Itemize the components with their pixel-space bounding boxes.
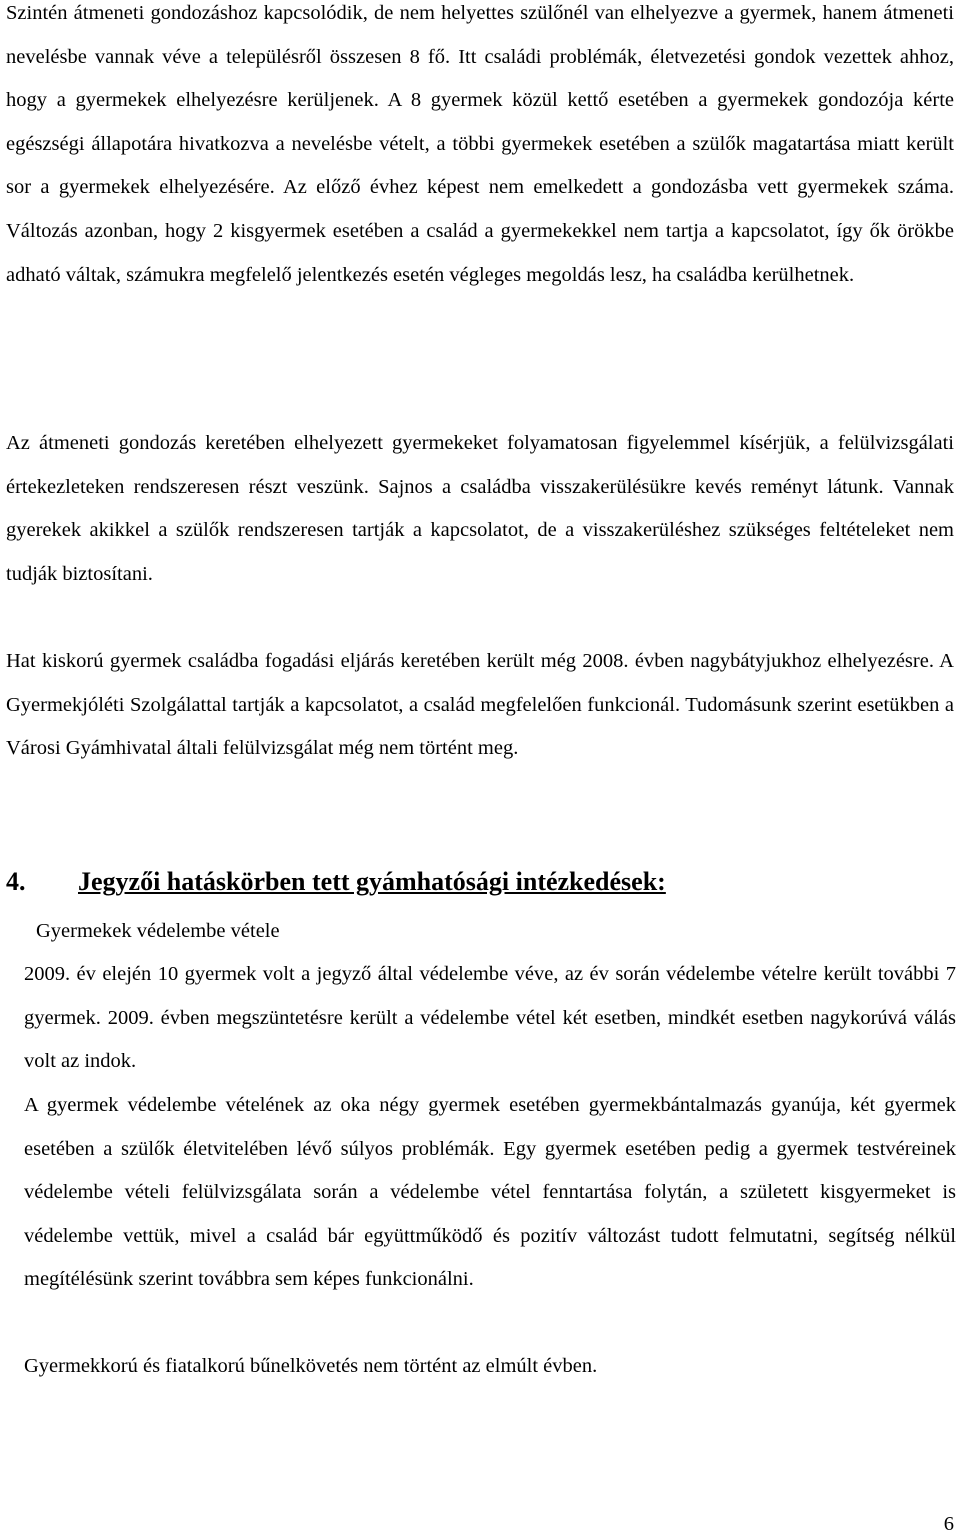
section-subtitle: Gyermekek védelembe vétele	[36, 920, 280, 942]
paragraph-protection-reasons: A gyermek védelembe vételének az oka négy gyermek esetében gyermekbántalmazás gyanúja, két gyermek esetében a szülők életvitelében lévő súlyos problémák. Egy gyermek esetében pedig a gyermek testvéreinek védelembe vételi felülvizsgálata során a védelembe vétel fenntartása folytán, a született kisgyermeket is védelembe vettük, mivel a család bár együttműködő és pozitív változást tudott felmutatni, segítség nélkül megítélésünk szerint továbbra sem képes funkcionálni.	[24, 1094, 956, 1291]
paragraph-family-placement: Hat kiskorú gyermek családba fogadási eljárás keretében került még 2008. évben nagybátyjukhoz elhelyezésre. A Gyermekjóléti Szolgálattal tartják a kapcsolatot, a család megfelelően funkcionál. Tudomásunk szerint esetükben a Városi Gyámhivatal általi felülvizsgálat még nem történt meg.	[6, 650, 954, 760]
paragraph-juvenile-offences: Gyermekkorú és fiatalkorú bűnelkövetés nem történt az elmúlt évben.	[24, 1355, 598, 1377]
paragraph-temporary-care-monitoring: Az átmeneti gondozás keretében elhelyezett gyermekeket folyamatosan figyelemmel kísérjük, a felülvizsgálati értekezleteken rendszeresen részt veszünk. Sajnos a családba visszakerülésükre kevés reményt látunk. Vannak gyerekek akikkel a szülők rendszeresen tartják a kapcsolatot, de a visszakerüléshez szükséges feltételeket nem tudják biztosítani.	[6, 432, 954, 585]
section-number: 4.	[6, 867, 26, 896]
paragraph-foster-care: Szintén átmeneti gondozáshoz kapcsolódik, de nem helyettes szülőnél van elhelyezve a gyermek, hanem átmeneti nevelésbe vannak véve a településről összesen 8 fő. Itt családi problémák, életvezetési gondok vezettek ahhoz, hogy a gyermekek elhelyezésre kerüljenek. A 8 gyermek közül kettő esetében a gyermekek gondozója kérte egészségi állapotára hivatkozva a nevelésbe vételt, a többi gyermekek esetében a szülők magatartása miatt került sor a gyermekek elhelyezésére. Az előző évhez képest nem emelkedett a gondozásba vett gyermekek száma. Változás azonban, hogy 2 kisgyermek esetében a család a gyermekekkel nem tartja a kapcsolatot, így ők örökbe adható váltak, számukra megfelelő jelentkezés esetén végleges megoldás lesz, ha családba kerülhetnek.	[6, 2, 954, 286]
paragraph-protection-stats: 2009. év elején 10 gyermek volt a jegyző által védelembe véve, az év során védelembe vételre került további 7 gyermek. 2009. évben megszüntetésre került a védelembe vétel két esetben, mindkét esetben nagykorúvá válás volt az indok.	[24, 963, 956, 1073]
section-title: Jegyzői hatáskörben tett gyámhatósági intézkedések:	[78, 867, 666, 896]
page-number: 6	[943, 1513, 954, 1535]
section-heading	[6, 860, 666, 904]
